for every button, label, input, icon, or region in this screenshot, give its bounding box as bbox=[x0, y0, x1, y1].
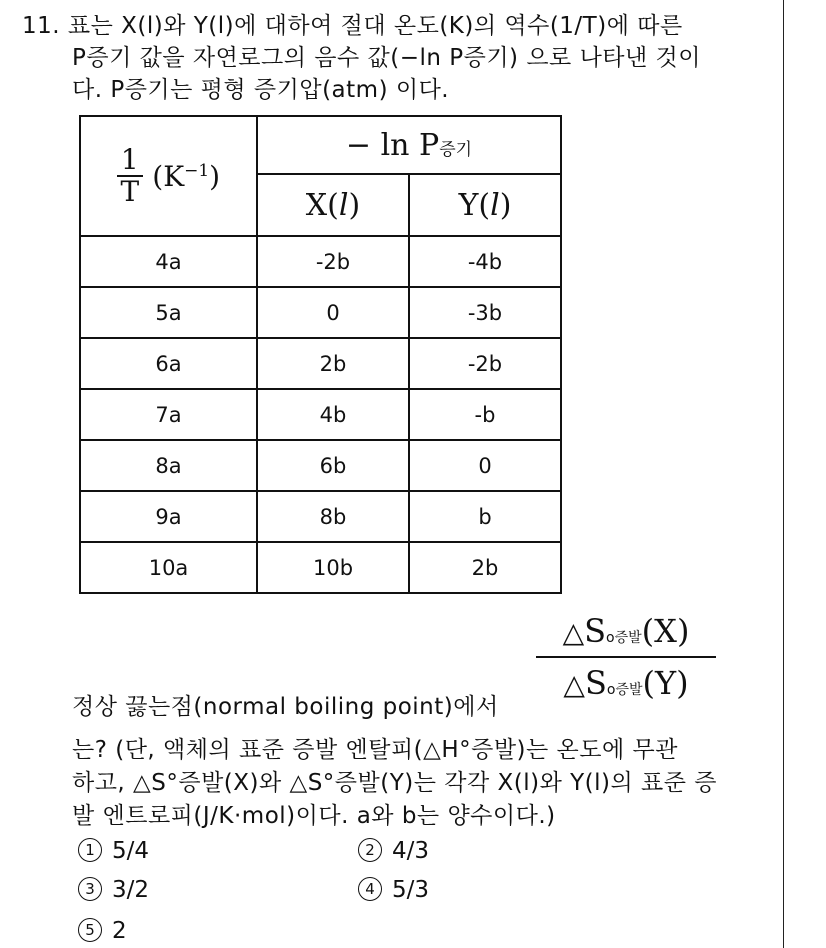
choice-3-text: 3/2 bbox=[112, 877, 150, 903]
ratio-denominator bbox=[536, 658, 716, 702]
choice-4-text: 5/3 bbox=[392, 877, 430, 903]
cell-inv-t: 7a bbox=[80, 389, 257, 440]
choice-2-text: 4/3 bbox=[392, 838, 430, 864]
cell-y: -b bbox=[409, 389, 561, 440]
question-conditions bbox=[72, 734, 772, 833]
col-x-phase: l bbox=[338, 187, 349, 223]
inv-temp-denominator: T bbox=[120, 175, 140, 208]
ratio-num-s: S bbox=[584, 612, 607, 650]
choice-1-text: 5/4 bbox=[112, 838, 150, 864]
ratio-num-subsup bbox=[606, 630, 642, 646]
table-row bbox=[80, 491, 561, 542]
neg-ln-p-header bbox=[257, 116, 561, 174]
page-border-line bbox=[783, 0, 784, 948]
ratio-den-sub: 증발 bbox=[615, 682, 643, 698]
condition-line-2: 하고, △S°증발(X)와 △S°증발(Y)는 각각 X(l)와 Y(l)의 표준 증 bbox=[72, 770, 718, 796]
cell-x: 2b bbox=[257, 338, 409, 389]
ratio-num-sub: 증발 bbox=[614, 630, 642, 646]
col-y-header bbox=[409, 174, 561, 236]
inv-temp-unit-base: (K bbox=[152, 159, 185, 193]
col-y-phase: l bbox=[490, 187, 500, 223]
ratio-den-species: (Y) bbox=[642, 664, 689, 702]
choice-5[interactable] bbox=[78, 918, 127, 944]
choice-5-text: 2 bbox=[112, 918, 127, 944]
boiling-point-text: 정상 끓는점(normal boiling point)에서 bbox=[72, 694, 499, 720]
col-x-close: ) bbox=[348, 187, 361, 223]
neg-ln-p-label: − ln P bbox=[345, 127, 440, 163]
inv-temp-exponent: −1 bbox=[184, 160, 210, 181]
choice-2[interactable] bbox=[358, 838, 429, 864]
inv-temp-fraction bbox=[117, 145, 143, 207]
cell-x: 0 bbox=[257, 287, 409, 338]
cell-y: -4b bbox=[409, 236, 561, 287]
cell-inv-t: 8a bbox=[80, 440, 257, 491]
cell-inv-t: 5a bbox=[80, 287, 257, 338]
cell-y: -2b bbox=[409, 338, 561, 389]
cell-x: 6b bbox=[257, 440, 409, 491]
entropy-ratio-fraction bbox=[536, 612, 716, 702]
stem-text-1: 표는 X(l)와 Y(l)에 대하여 절대 온도(K)의 역수(1/T)에 따른 bbox=[67, 13, 683, 39]
cell-inv-t: 10a bbox=[80, 542, 257, 593]
inv-temp-unit bbox=[152, 160, 220, 193]
condition-line-3: 발 엔트로피(J/K·mol)이다. a와 b는 양수이다.) bbox=[72, 803, 556, 829]
col-y-close: ) bbox=[499, 187, 512, 223]
condition-line-1: 는? (단, 액체의 표준 증발 엔탈피(△H°증발)는 온도에 무관 bbox=[72, 737, 678, 763]
cell-y: -3b bbox=[409, 287, 561, 338]
inv-temp-close: ) bbox=[209, 159, 221, 193]
stem-line-3: 다. P증기는 평형 증기압(atm) 이다. bbox=[72, 77, 450, 103]
vapor-pressure-table bbox=[79, 115, 562, 594]
cell-y: 0 bbox=[409, 440, 561, 491]
cell-y: 2b bbox=[409, 542, 561, 593]
table-row bbox=[80, 542, 561, 593]
ratio-num-species: (X) bbox=[641, 612, 690, 650]
cell-inv-t: 6a bbox=[80, 338, 257, 389]
question-number: 11. bbox=[22, 13, 61, 39]
stem-line-2: P증기 값을 자연로그의 음수 값(−ln P증기) 으로 나타낸 것이 bbox=[72, 45, 701, 71]
table-row bbox=[80, 287, 561, 338]
table-row bbox=[80, 440, 561, 491]
question-stem bbox=[22, 10, 762, 106]
choice-1-marker: 1 bbox=[78, 838, 102, 862]
choice-1[interactable] bbox=[78, 838, 149, 864]
cell-x: 4b bbox=[257, 389, 409, 440]
col-x-label: X( bbox=[305, 187, 339, 223]
choice-3-marker: 3 bbox=[78, 877, 102, 901]
ratio-den-s: S bbox=[584, 664, 607, 702]
neg-ln-p-sub: 증기 bbox=[439, 139, 473, 160]
cell-x: 10b bbox=[257, 542, 409, 593]
choice-5-marker: 5 bbox=[78, 918, 102, 942]
cell-inv-t: 9a bbox=[80, 491, 257, 542]
table-row bbox=[80, 389, 561, 440]
ratio-numerator bbox=[536, 612, 716, 658]
table-row bbox=[80, 236, 561, 287]
col-x-header bbox=[257, 174, 409, 236]
inv-temp-header bbox=[80, 116, 257, 236]
ratio-den-subsup bbox=[607, 682, 643, 698]
choice-2-marker: 2 bbox=[358, 838, 382, 862]
stem-line-1 bbox=[22, 10, 762, 42]
choice-4-marker: 4 bbox=[358, 877, 382, 901]
cell-inv-t: 4a bbox=[80, 236, 257, 287]
table-row bbox=[80, 338, 561, 389]
ratio-num-delta: △ bbox=[562, 616, 585, 649]
ratio-num-degree: o bbox=[606, 630, 615, 646]
choice-3[interactable] bbox=[78, 877, 149, 903]
inv-temp-numerator: 1 bbox=[117, 145, 143, 177]
cell-x: -2b bbox=[257, 236, 409, 287]
ratio-den-delta: △ bbox=[563, 668, 585, 701]
choice-4[interactable] bbox=[358, 877, 429, 903]
cell-y: b bbox=[409, 491, 561, 542]
col-y-label: Y( bbox=[458, 187, 491, 223]
ratio-den-degree: o bbox=[606, 682, 616, 698]
cell-x: 8b bbox=[257, 491, 409, 542]
